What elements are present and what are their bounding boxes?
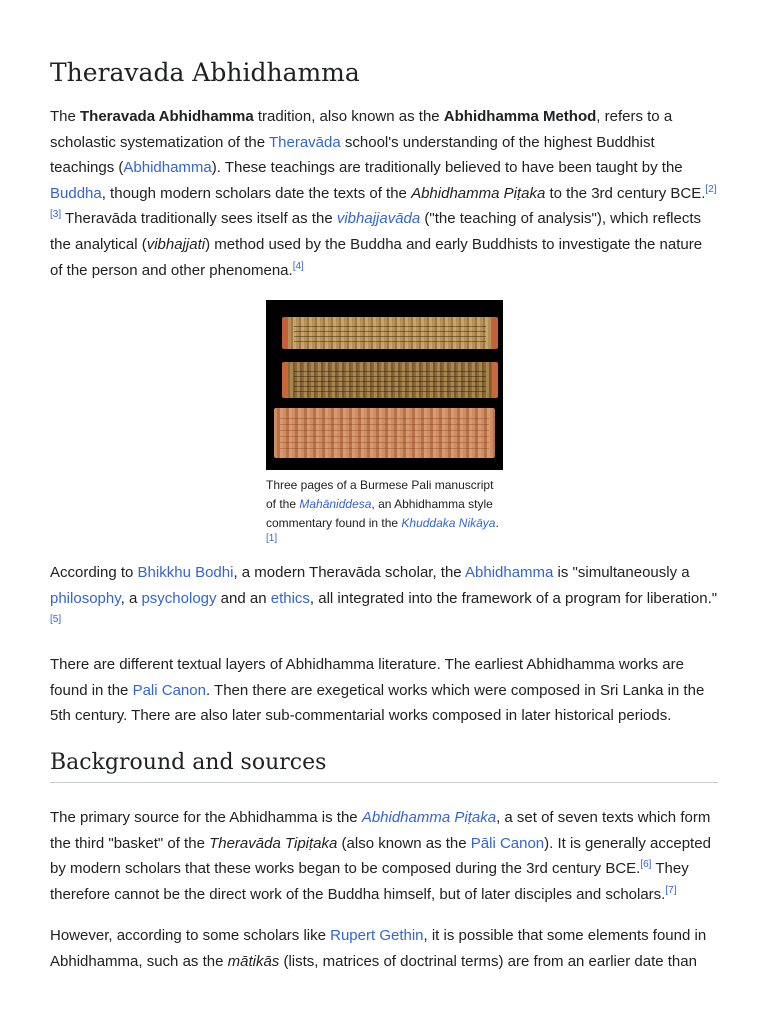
link-khuddaka-nikaya[interactable] — [401, 516, 495, 530]
link-pali-canon[interactable]: Pāli Canon — [470, 834, 545, 852]
text: and an — [216, 589, 271, 607]
text: , an Abhidhamma style commentary found in the — [266, 497, 493, 530]
link-mahaniddesa[interactable] — [299, 497, 371, 511]
manuscript-leaf — [282, 362, 498, 398]
text: , it is possible that some elements found in Abhidhamma, such as the — [50, 927, 707, 970]
link-mahaniddesa-text: Mahāniddesa — [299, 497, 372, 511]
link-rupert-gethin[interactable]: Rupert Gethin — [330, 927, 424, 944]
citation-6[interactable]: [6] — [640, 859, 652, 871]
bold-term-theravada-abhidhamma: Theravada Abhidhamma — [80, 108, 254, 125]
text: , refers to a scholastic systematization of the — [50, 108, 673, 151]
text: The — [50, 108, 81, 125]
link-abhidhamma[interactable]: Abhidhamma — [465, 564, 554, 581]
text: (also known as the — [337, 834, 471, 852]
text: The primary source for the Abhidhamma is the — [50, 809, 362, 826]
text: ). These teachings are traditionally believed to have been taught by the — [211, 159, 683, 177]
layers-paragraph — [50, 652, 718, 729]
text: , a modern Theravāda scholar, the — [233, 564, 465, 581]
text: , all integrated into the framework of a program for liberation." — [309, 589, 718, 607]
link-philosophy[interactable]: philosophy — [50, 589, 121, 607]
text: is "simultaneously a — [553, 564, 690, 581]
text: According to — [50, 564, 138, 581]
link-bhikkhu-bodhi[interactable]: Bhikkhu Bodhi — [137, 564, 234, 581]
link-khuddaka-text: Khuddaka Nikāya — [401, 516, 496, 530]
manuscript-figure — [266, 300, 503, 552]
citation-2[interactable]: [2] — [705, 183, 717, 195]
text: Three pages of a Burmese Pali manuscript of the — [266, 478, 494, 511]
text: There are different textual layers of Abhidhamma literature. The earliest Abhidhamma works are found in the — [50, 656, 684, 699]
link-abhidhamma[interactable]: Abhidhamma — [123, 159, 212, 177]
bold-term-abhidhamma-method: Abhidhamma Method — [443, 108, 597, 125]
italic-abhidhamma-pitaka: Abhidhamma Piṭaka — [411, 184, 546, 202]
text: , a set of seven texts which form the third "basket" of the — [50, 809, 711, 852]
italic-vibhajjati: vibhajjati — [146, 235, 206, 253]
text: , though modern scholars date the texts of the — [101, 184, 412, 202]
text: , a — [120, 589, 142, 607]
text: ("the teaching of analysis"), which reflects the analytical ( — [50, 210, 702, 253]
link-abhidhamma-pitaka-text: Abhidhamma Piṭaka — [361, 809, 497, 826]
text: school's understanding of the highest Buddhist teachings ( — [50, 133, 655, 177]
text: They therefore cannot be the direct work of the Buddha himself, but of later disciples and scholars. — [50, 860, 689, 903]
page-title: Theravada Abhidhamma — [50, 58, 360, 87]
citation-3[interactable]: [3] — [50, 209, 62, 221]
italic-theravada-tipitaka: Theravāda Tipiṭaka — [209, 834, 338, 852]
citation-1[interactable]: [1] — [266, 533, 278, 544]
manuscript-leaf — [282, 317, 498, 349]
text: to the 3rd century BCE. — [545, 184, 706, 202]
link-ethics[interactable]: ethics — [270, 589, 310, 607]
link-vibhajjavada-text: vibhajjavāda — [336, 210, 421, 228]
text: ) method used by the Buddha and early Buddhists to investigate the nature of the person and other phenomena. — [50, 235, 703, 279]
link-vibhajjavada[interactable] — [337, 210, 420, 227]
link-abhidhamma-pitaka[interactable] — [362, 809, 496, 826]
manuscript-leaf — [274, 408, 495, 458]
link-pali-canon[interactable]: Pali Canon — [132, 681, 206, 699]
text: ). It is generally accepted by modern scholars that these works began to be composed during the 3rd century BCE. — [50, 834, 711, 878]
text: . — [495, 516, 499, 530]
manuscript-image[interactable] — [266, 300, 503, 470]
intro-paragraph — [50, 104, 718, 283]
sources-paragraph — [50, 805, 718, 907]
link-psychology[interactable]: psychology — [141, 589, 217, 607]
italic-matikas: mātikās — [227, 952, 280, 970]
text: tradition, also known as the — [253, 108, 444, 125]
citation-4[interactable]: [4] — [292, 260, 304, 272]
section-heading-background: Background and sources — [50, 750, 718, 783]
text: However, according to some scholars like — [50, 927, 331, 944]
gethin-paragraph — [50, 923, 718, 974]
citation-7[interactable]: [7] — [665, 884, 677, 896]
figure-caption — [266, 476, 503, 552]
text: (lists, matrices of doctrinal terms) are from an earlier date than — [279, 952, 697, 970]
link-buddha[interactable]: Buddha — [50, 184, 102, 202]
bodhi-paragraph — [50, 560, 718, 637]
text: Theravāda traditionally sees itself as the — [61, 210, 337, 228]
citation-5[interactable]: [5] — [50, 614, 62, 626]
text: . Then there are exegetical works which were composed in Sri Lanka in the 5th century. There are also later sub-commentarial works composed in later historical periods. — [50, 681, 705, 725]
link-theravada[interactable]: Theravāda — [269, 133, 341, 151]
